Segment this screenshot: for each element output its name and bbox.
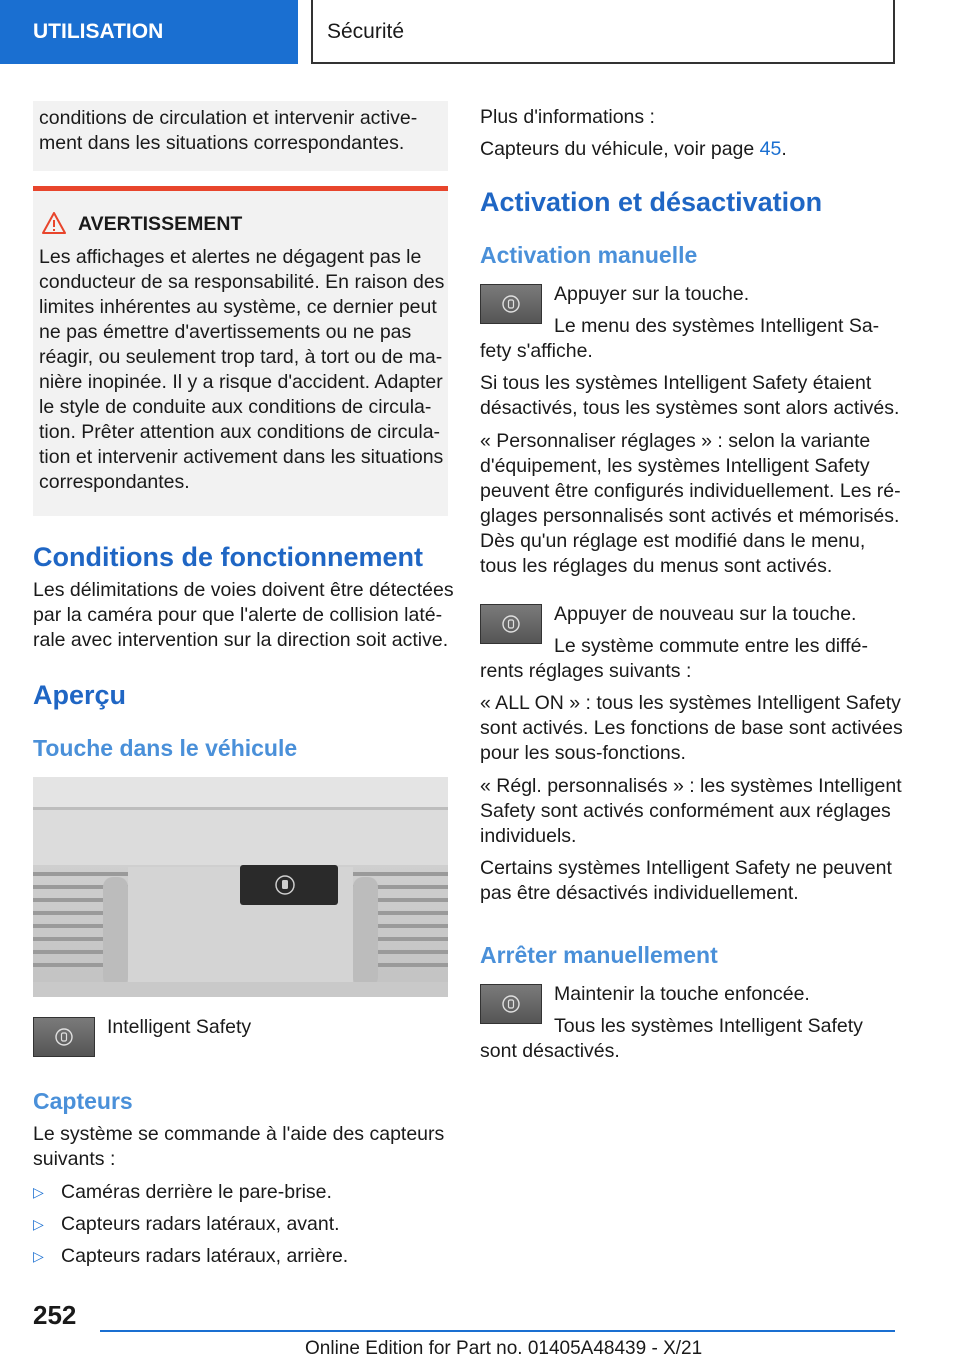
info-line-1: Plus d'informations :: [480, 106, 655, 128]
paragraph-line: « Personnaliser réglages » : selon la variante: [480, 430, 871, 452]
activation-line: Le menu des systèmes Intelligent Sa-: [554, 315, 880, 337]
apercu-heading: Aperçu: [33, 680, 127, 710]
warning-line: tion et intervenir activement dans les situations: [39, 446, 444, 468]
paragraph-line: Si tous les systèmes Intelligent Safety étaient: [480, 372, 872, 394]
bullet-triangle-icon: ▷: [33, 1184, 44, 1200]
again-line: Le système commute entre les diffé-: [554, 635, 868, 657]
warning-line: limites inhérentes au système, ce dernier peut: [39, 296, 437, 318]
page-link[interactable]: 45: [759, 138, 782, 160]
footer-edition: Online Edition for Part no. 01405A48439 - X/21: [305, 1338, 703, 1359]
stop-line: sont désactivés.: [480, 1040, 620, 1062]
warning-line: ne pas émettre d'avertissements ou ne pas: [39, 321, 412, 343]
again-line: rents réglages suivants :: [480, 660, 692, 682]
info-line-2: [480, 137, 787, 162]
activation-line: fety s'affiche.: [480, 340, 593, 362]
stop-line: Maintenir la touche enfoncée.: [554, 983, 810, 1005]
intelligent-safety-key-icon: [480, 984, 542, 1024]
info-line-2-text: Capteurs du véhicule, voir page: [480, 138, 760, 160]
warning-line: tion. Prêter attention aux conditions de circula-: [39, 421, 441, 443]
intelligent-safety-key-icon: [480, 284, 542, 324]
list-item-text: Capteurs radars latéraux, arrière.: [61, 1245, 349, 1267]
vehicle-button-photo: [33, 777, 448, 997]
warning-line: Les affichages et alertes ne dégagent pas le: [39, 246, 422, 268]
paragraph-line: tous les réglages du menus sont activés.: [480, 555, 833, 577]
page-number: 252: [33, 1300, 77, 1330]
again-line: Appuyer de nouveau sur la touche.: [554, 603, 857, 625]
capteurs-line: suivants :: [33, 1148, 116, 1170]
paragraph-line: désactivés, tous les systèmes sont alors activés.: [480, 397, 900, 419]
info-line-2-suffix: .: [781, 138, 787, 160]
paragraph-line: peuvent être configurés individuellement. Les ré-: [480, 480, 901, 502]
paragraph-line: glages personnalisés sont activés et mémorisés.: [480, 505, 900, 527]
warning-line: correspondantes.: [39, 471, 190, 493]
paragraph-line: « Régl. personnalisés » : les systèmes Intelligent: [480, 775, 902, 797]
warning-title: AVERTISSEMENT: [78, 213, 243, 235]
conditions-line: Les délimitations de voies doivent être détectées: [33, 579, 454, 601]
footer-divider: [100, 1330, 895, 1332]
conditions-line: rale avec intervention sur la direction soit active.: [33, 629, 449, 651]
paragraph-line: sont activés. Les fonctions de base sont activées: [480, 717, 903, 739]
intelligent-safety-key-icon: [480, 604, 542, 644]
warning-line: réagir, ou seulement trop tard, à tort ou de ma-: [39, 346, 443, 368]
paragraph-line: pas être désactivés individuellement.: [480, 882, 799, 904]
section-tab: UTILISATION: [0, 0, 298, 64]
bullet-triangle-icon: ▷: [33, 1216, 44, 1232]
paragraph-line: Certains systèmes Intelligent Safety ne peuvent: [480, 857, 892, 879]
warning-line: nière inopinée. Il y a risque d'accident. Adapter: [39, 371, 443, 393]
warning-icon: [42, 212, 66, 234]
warning-line: le style de conduite aux conditions de circula-: [39, 396, 432, 418]
paragraph-line: Dès qu'un réglage est modifié dans le menu,: [480, 530, 866, 552]
intelligent-safety-key-icon: [33, 1017, 95, 1057]
manuelle-heading: Activation manuelle: [480, 242, 698, 268]
paragraph-line: pour les sous-fonctions.: [480, 742, 686, 764]
conditions-line: par la caméra pour que l'alerte de collision laté-: [33, 604, 443, 626]
conditions-heading: Conditions de fonctionnement: [33, 542, 423, 572]
stop-line: Tous les systèmes Intelligent Safety: [554, 1015, 863, 1037]
warning-line: conducteur de sa responsabilité. En raison des: [39, 271, 445, 293]
paragraph-line: Safety sont activés conformément aux réglages: [480, 800, 891, 822]
list-item-text: Capteurs radars latéraux, avant.: [61, 1213, 340, 1235]
intro-line-2: ment dans les situations correspondantes.: [39, 132, 405, 154]
activation-line: Appuyer sur la touche.: [554, 283, 750, 305]
paragraph-line: d'équipement, les systèmes Intelligent Safety: [480, 455, 870, 477]
capteurs-line: Le système se commande à l'aide des capteurs: [33, 1123, 445, 1145]
capteurs-heading: Capteurs: [33, 1088, 133, 1114]
key-label: Intelligent Safety: [107, 1016, 252, 1038]
paragraph-line: « ALL ON » : tous les systèmes Intelligent Safety: [480, 692, 901, 714]
activation-heading: Activation et désactivation: [480, 187, 823, 217]
touche-heading: Touche dans le véhicule: [33, 735, 298, 761]
paragraph-line: individuels.: [480, 825, 577, 847]
intro-line-1: conditions de circulation et intervenir active-: [39, 107, 418, 129]
chapter-title: Sécurité: [311, 0, 895, 64]
arreter-heading: Arrêter manuellement: [480, 942, 718, 968]
bullet-triangle-icon: ▷: [33, 1248, 44, 1264]
list-item-text: Caméras derrière le pare-brise.: [61, 1181, 332, 1203]
